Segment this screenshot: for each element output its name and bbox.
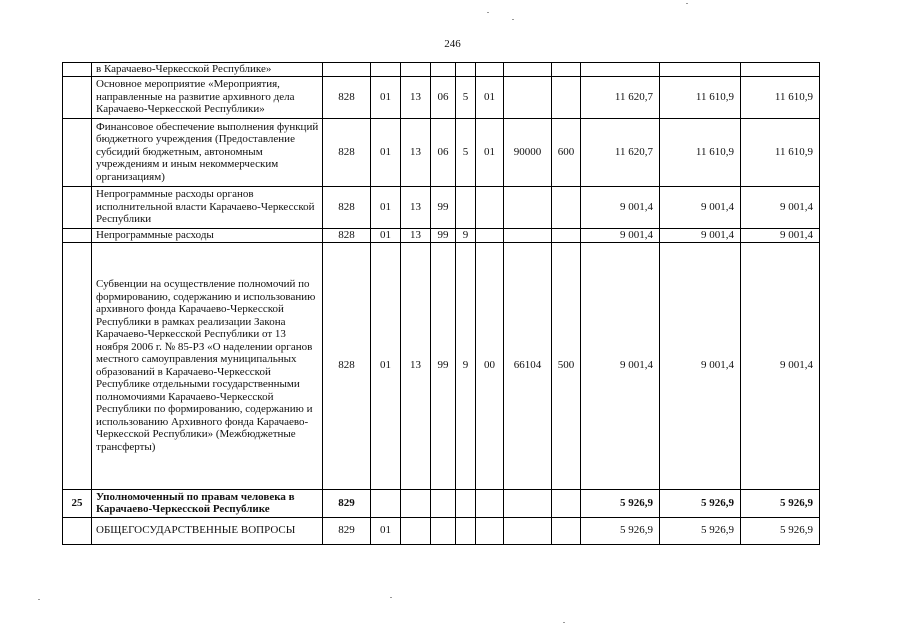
row-number-cell	[63, 76, 92, 118]
code-subprogram-cell: 9	[456, 242, 476, 489]
code-subprogram-cell	[456, 186, 476, 228]
row-name-cell: Основное мероприятие «Мероприятия, направленные на развитие архивного дела Карачаево-Черкесской Республики»	[92, 76, 323, 118]
code-subprogram-cell: 5	[456, 118, 476, 186]
row-number-cell	[63, 242, 92, 489]
code-expense-type-cell	[552, 76, 581, 118]
code-subsection-cell	[401, 517, 431, 544]
value-1-cell: 5 926,9	[581, 489, 660, 517]
code-program-cell: 06	[431, 118, 456, 186]
table-row	[63, 186, 820, 228]
value-2-cell: 11 610,9	[660, 76, 741, 118]
code-direction-cell	[504, 186, 552, 228]
code-event-cell	[476, 63, 504, 77]
value-2-cell: 9 001,4	[660, 242, 741, 489]
row-name-cell: в Карачаево-Черкесской Республике»	[92, 63, 323, 77]
code-subsection-cell: 13	[401, 118, 431, 186]
row-number-cell	[63, 118, 92, 186]
code-expense-type-cell	[552, 186, 581, 228]
code-direction-cell	[504, 63, 552, 77]
code-program-cell: 99	[431, 242, 456, 489]
value-3-cell: 5 926,9	[741, 517, 820, 544]
table-row	[63, 118, 820, 186]
code-ministry-cell: 828	[323, 242, 371, 489]
code-subsection-cell: 13	[401, 242, 431, 489]
code-subprogram-cell: 5	[456, 76, 476, 118]
code-event-cell: 00	[476, 242, 504, 489]
code-ministry-cell	[323, 63, 371, 77]
value-2-cell: 5 926,9	[660, 489, 741, 517]
code-direction-cell	[504, 76, 552, 118]
code-direction-cell	[504, 489, 552, 517]
code-event-cell: 01	[476, 118, 504, 186]
code-subsection-cell	[401, 489, 431, 517]
value-2-cell: 11 610,9	[660, 118, 741, 186]
value-1-cell: 11 620,7	[581, 118, 660, 186]
table-body	[63, 63, 820, 545]
value-1-cell: 9 001,4	[581, 242, 660, 489]
code-section-cell	[371, 489, 401, 517]
table-row	[63, 517, 820, 544]
code-expense-type-cell	[552, 63, 581, 77]
code-ministry-cell: 828	[323, 118, 371, 186]
value-2-cell: 9 001,4	[660, 186, 741, 228]
code-ministry-cell: 828	[323, 228, 371, 242]
row-number-cell	[63, 517, 92, 544]
value-1-cell: 9 001,4	[581, 186, 660, 228]
table-row	[63, 242, 820, 489]
value-3-cell: 9 001,4	[741, 186, 820, 228]
budget-table	[62, 62, 820, 545]
code-section-cell: 01	[371, 186, 401, 228]
value-3-cell	[741, 63, 820, 77]
code-ministry-cell: 829	[323, 517, 371, 544]
code-direction-cell: 90000	[504, 118, 552, 186]
value-2-cell	[660, 63, 741, 77]
code-direction-cell	[504, 517, 552, 544]
code-event-cell	[476, 489, 504, 517]
code-program-cell	[431, 63, 456, 77]
code-section-cell: 01	[371, 517, 401, 544]
row-name-cell: ОБЩЕГОСУДАРСТВЕННЫЕ ВОПРОСЫ	[92, 517, 323, 544]
code-subprogram-cell	[456, 489, 476, 517]
row-name-cell: Уполномоченный по правам человека в Карачаево-Черкесской Республике	[92, 489, 323, 517]
code-direction-cell: 66104	[504, 242, 552, 489]
code-event-cell	[476, 228, 504, 242]
row-name-cell: Непрограммные расходы	[92, 228, 323, 242]
value-2-cell: 5 926,9	[660, 517, 741, 544]
code-ministry-cell: 829	[323, 489, 371, 517]
code-section-cell: 01	[371, 242, 401, 489]
code-subprogram-cell	[456, 517, 476, 544]
value-3-cell: 5 926,9	[741, 489, 820, 517]
code-program-cell	[431, 489, 456, 517]
row-number-cell	[63, 63, 92, 77]
code-program-cell: 99	[431, 186, 456, 228]
code-subsection-cell: 13	[401, 228, 431, 242]
code-expense-type-cell	[552, 228, 581, 242]
code-subsection-cell: 13	[401, 76, 431, 118]
code-expense-type-cell	[552, 489, 581, 517]
code-subprogram-cell: 9	[456, 228, 476, 242]
row-name-cell: Финансовое обеспечение выполнения функций бюджетного учреждения (Предоставление субсидий бюджетным, автономным учреждениям и иным некоммерческим организациям)	[92, 118, 323, 186]
code-expense-type-cell: 500	[552, 242, 581, 489]
code-program-cell	[431, 517, 456, 544]
code-program-cell: 99	[431, 228, 456, 242]
value-3-cell: 11 610,9	[741, 76, 820, 118]
row-name-cell: Субвенции на осуществление полномочий по формированию, содержанию и использованию архивного фонда Карачаево-Черкесской Республики в рамках реализации Закона Карачаево-Черкесской Республики от 13 ноября 2006 г. № 85-РЗ «О наделении органов местного самоуправления муниципальных образований в Карачаево-Черкесской Республике отдельными государственными полномочиями Карачаево-Черкесской Республики по формированию, содержанию и использованию Архивного фонда Карачаево-Черкесской Республики» (Межбюджетные трансферты)	[92, 242, 323, 489]
table-row	[63, 76, 820, 118]
value-1-cell: 5 926,9	[581, 517, 660, 544]
table-row	[63, 228, 820, 242]
value-1-cell: 9 001,4	[581, 228, 660, 242]
value-3-cell: 9 001,4	[741, 228, 820, 242]
code-subsection-cell	[401, 63, 431, 77]
code-section-cell: 01	[371, 228, 401, 242]
code-ministry-cell: 828	[323, 186, 371, 228]
row-name-cell: Непрограммные расходы органов исполнительной власти Карачаево-Черкесской Республики	[92, 186, 323, 228]
code-expense-type-cell: 600	[552, 118, 581, 186]
value-2-cell: 9 001,4	[660, 228, 741, 242]
code-ministry-cell: 828	[323, 76, 371, 118]
code-subsection-cell: 13	[401, 186, 431, 228]
row-number-cell	[63, 186, 92, 228]
code-program-cell: 06	[431, 76, 456, 118]
page-number: 246	[444, 38, 461, 50]
value-1-cell	[581, 63, 660, 77]
value-3-cell: 11 610,9	[741, 118, 820, 186]
code-event-cell: 01	[476, 76, 504, 118]
code-section-cell: 01	[371, 118, 401, 186]
code-section-cell	[371, 63, 401, 77]
code-event-cell	[476, 517, 504, 544]
value-1-cell: 11 620,7	[581, 76, 660, 118]
code-subprogram-cell	[456, 63, 476, 77]
table-row	[63, 63, 820, 77]
code-event-cell	[476, 186, 504, 228]
code-direction-cell	[504, 228, 552, 242]
code-section-cell: 01	[371, 76, 401, 118]
table-row	[63, 489, 820, 517]
code-expense-type-cell	[552, 517, 581, 544]
row-number-cell	[63, 228, 92, 242]
row-number-cell: 25	[63, 489, 92, 517]
value-3-cell: 9 001,4	[741, 242, 820, 489]
